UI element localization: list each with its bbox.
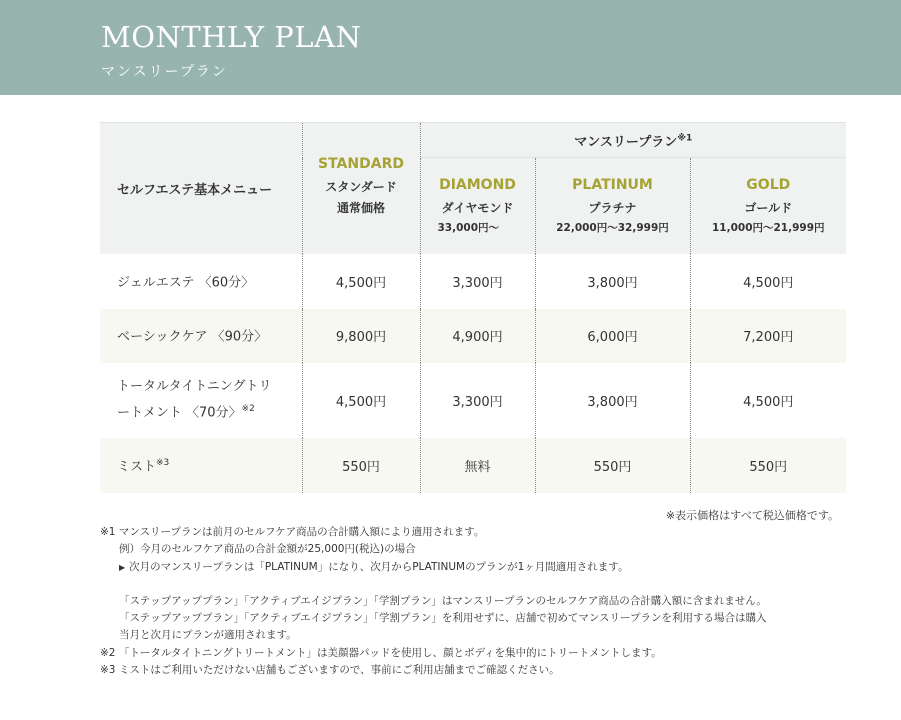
monthly-plan-header: [420, 123, 846, 158]
price-cell: 6,000円: [535, 309, 690, 363]
table-row: [100, 363, 846, 438]
price-cell: 3,300円: [420, 363, 535, 438]
plan-name: DIAMOND: [439, 176, 516, 193]
plan-name-ja: ダイヤモンド: [441, 200, 514, 215]
plan-column-header-platinum: [535, 158, 690, 254]
price-cell: 4,500円: [302, 254, 420, 309]
monthly-plan-note-mark: ※1: [677, 133, 693, 144]
price-cell: 550円: [302, 438, 420, 493]
footnote-2: ※2 「トータルタイトニングトリートメント」は美顔器パッドを使用し、顔とボディを集中的にトリートメントします。: [100, 646, 662, 659]
plan-name-ja: プラチナ: [588, 200, 637, 215]
footnote-1-paragraph: 当月と次月にプランが適用されます。: [119, 629, 297, 642]
plan-range: 11,000円〜21,999円: [711, 221, 825, 234]
footnote-1: ※1 マンスリープランは前月のセルフケア商品の合計購入額により適用されます。: [100, 526, 485, 538]
price-cell: 9,800円: [302, 309, 420, 363]
plan-name-ja: ゴールド: [744, 200, 793, 215]
price-cell: 4,500円: [302, 363, 420, 438]
page-header: [0, 0, 901, 95]
footnote-1-example: 例）今月のセルフケア商品の合計金額が25,000円(税込)の場合: [119, 543, 416, 556]
plan-name: PLATINUM: [572, 176, 653, 193]
price-table: [100, 122, 846, 493]
tax-note: ※表示価格はすべて税込価格です。: [665, 509, 839, 522]
price-cell: 550円: [535, 438, 690, 493]
price-cell: 4,500円: [690, 363, 846, 438]
footnote-1-arrow-line: ▶ 次月のマンスリープランは「PLATINUM」になり、次月からPLATINUMのプランが1ヶ月間適用されます。: [119, 560, 629, 573]
table-row: [100, 309, 846, 363]
footnote-1-paragraph: 「ステップアッププラン」「アクティブエイジプラン」「学割プラン」を利用せずに、店舗で初めてマンスリープランを利用する場合は購入: [119, 612, 767, 625]
table-row: [100, 254, 846, 309]
menu-item-label: トータルタイトニングトリートメント 〈70分〉$^{※2}$: [117, 378, 272, 421]
price-cell: 3,300円: [420, 254, 535, 309]
monthly-plan-header-text: マンスリープラン: [574, 134, 678, 150]
plan-range: 33,000円〜: [437, 221, 500, 234]
menu-item-label: ミスト$^{※3}$: [117, 457, 170, 475]
standard-price-label: 通常価格: [336, 201, 385, 216]
plan-name: GOLD: [746, 176, 791, 193]
price-cell: 550円: [690, 438, 846, 493]
price-cell: 3,800円: [535, 363, 690, 438]
triangle-right-icon: ▶: [119, 562, 126, 572]
price-cell: 4,900円: [420, 309, 535, 363]
price-cell: 4,500円: [690, 254, 846, 309]
table-row: [100, 438, 846, 493]
page-title: MONTHLY PLAN: [101, 20, 362, 54]
standard-column-header: [302, 123, 420, 254]
standard-plan-ja: スタンダード: [325, 180, 397, 195]
standard-plan-name: STANDARD: [318, 156, 404, 173]
plan-column-header-diamond: [420, 158, 535, 254]
price-cell: 3,800円: [535, 254, 690, 309]
plan-column-header-gold: [690, 158, 846, 254]
price-cell: 7,200円: [690, 309, 846, 363]
footnote-3: ※3 ミストはご利用いただけない店舗もございますので、事前にご利用店舗までご確認ください。: [100, 664, 560, 677]
menu-column-header: セルフエステ基本メニュー: [100, 123, 302, 254]
footnotes: [100, 524, 860, 679]
footnote-1-paragraph: 「ステップアッププラン」「アクティブエイジプラン」「学割プラン」はマンスリープランのセルフケア商品の合計購入額に含まれません。: [119, 594, 767, 607]
menu-item-label: ジェルエステ 〈60分〉: [117, 275, 255, 291]
menu-item-label: ベーシックケア 〈90分〉: [117, 329, 268, 345]
page-subtitle: マンスリープラン: [101, 64, 228, 80]
plan-range: 22,000円〜32,999円: [556, 221, 669, 234]
price-cell: 無料: [420, 438, 535, 493]
